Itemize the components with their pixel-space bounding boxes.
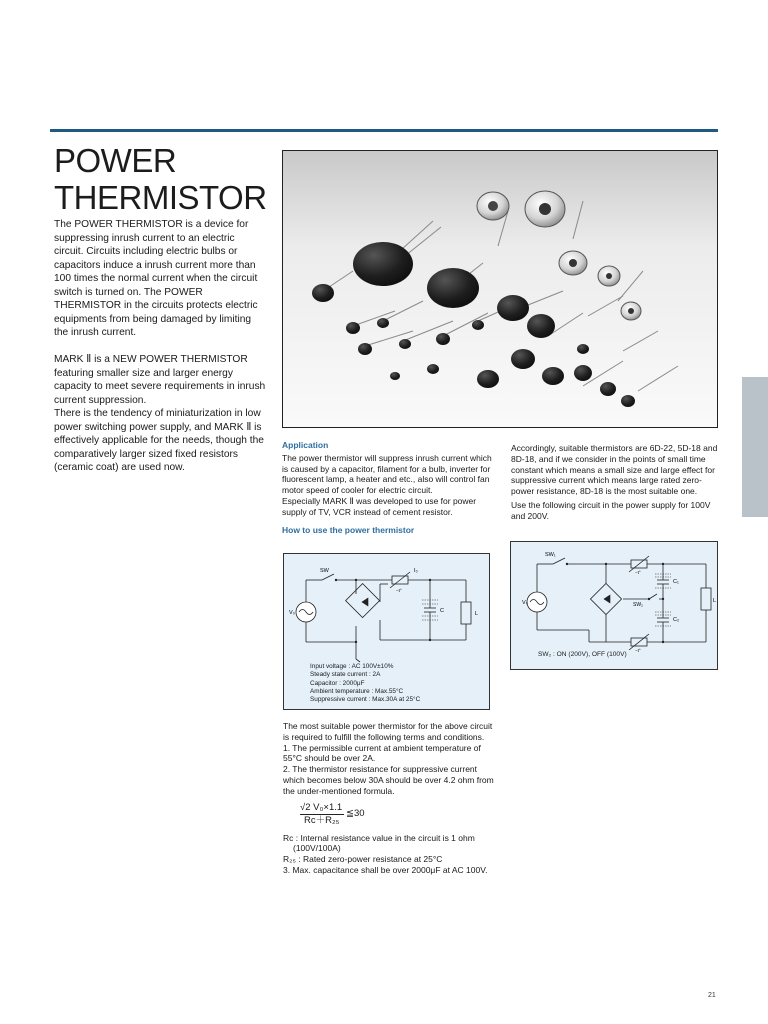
product-photo: [282, 150, 718, 428]
section-tab: [742, 377, 768, 517]
title-line-1: POWER: [54, 142, 177, 179]
page-number: 21: [708, 992, 716, 999]
intro-paragraph-2: MARK Ⅱ is a NEW POWER THERMISTOR featuring smaller size and larger energy capacity to meet severe requirements in inrush current suppression.: [54, 354, 266, 406]
application-paragraph-1: The power thermistor will suppress inrush current which is caused by a capacitor, filament for a bulb, inverter for fluorescent lamp, a heater and etc., also will control fan motor speed of cooler for electric circuit.: [282, 452, 492, 496]
c1-label-sw: SW: [320, 568, 329, 574]
conditions-intro: The most suitable power thermistor for the above circuit is required to fulfill the following terms and conditions.: [283, 721, 493, 742]
howto-heading: How to use the power thermistor: [282, 524, 415, 535]
application-heading: Application: [282, 440, 329, 450]
c2-label-t-top: −t°: [635, 570, 641, 575]
formula-numerator: √2 V₀×1.1: [300, 801, 343, 813]
thermistor-photo-illustration: [283, 151, 717, 427]
condition-item-2: 2. The thermistor resistance for suppressive current which becomes below 30A should be over 4.2 ohm from the under-mentioned formula.: [283, 764, 494, 796]
conditions-section: [283, 721, 495, 876]
page-title: [54, 142, 267, 216]
c2-label-t-bottom: −t°: [635, 648, 641, 653]
column-3-paragraph-2: Use the following circuit in the power supply for 100V and 200V.: [511, 499, 711, 521]
title-line-2: THERMISTOR: [54, 179, 267, 216]
c2-label-l: L: [713, 598, 717, 604]
rc-definition: Rᴄ : Internal resistance value in the circuit is 1 ohm: [283, 832, 475, 843]
intro-paragraph-1: The POWER THERMISTOR is a device for suppressing inrush current to an electric circuit. Circuits including electric bulbs or capacitors induce a inrush current more than 100 times the normal current when the circuit switch is turned on. The POWER THERMISTOR in the circuits protects electric equipments from being damaged by limiting the inrush current.: [54, 219, 258, 338]
rc-definition-2: (100V/100A): [293, 843, 341, 854]
c1-label-io: I₀: [414, 568, 418, 574]
c1-label-l: L: [475, 611, 479, 617]
r25-definition: R₂₅ : Rated zero-power resistance at 25°C: [283, 854, 443, 865]
c2-label-c2: C₂: [673, 617, 680, 623]
condition-item-1: 1. The permissible current at ambient temperature of 55°C should be over 2A.: [283, 742, 481, 764]
column-3-text: [511, 443, 723, 522]
formula-denominator: Rᴄ＋R₂₅: [304, 814, 340, 826]
formula-rhs: ≦30: [346, 807, 365, 819]
circuit-diagram-2: [510, 541, 718, 670]
application-section: [282, 440, 494, 537]
c2-label-sw2: SW₂: [633, 602, 643, 608]
c2-label-c1: C₁: [673, 579, 679, 585]
spec-line: Capacitor : 2000μF: [310, 679, 365, 687]
spec-line: Steady state current : 2A: [310, 671, 381, 679]
spec-line: Suppressive current : Max.30A at 25°C: [310, 696, 421, 704]
c1-label-vo: V₀: [289, 610, 295, 616]
formula: [300, 803, 495, 829]
condition-item-3: 3. Max. capacitance shall be over 2000μF at AC 100V.: [283, 864, 488, 875]
c1-label-c: C: [440, 608, 444, 614]
intro-text: [54, 218, 266, 488]
column-3-paragraph-1: Accordingly, suitable thermistors are 6D-22, 5D-18 and 8D-18, and if we consider in the points of small time constant which means a small size and large effect for suppressive current which means large rated zero-power resistance, 8D-18 is the most suitable one.: [511, 443, 718, 497]
spec-line: Ambient temperature : Max.55°C: [310, 687, 404, 695]
header-rule: [50, 129, 718, 132]
c1-label-t: −t°: [396, 588, 402, 593]
circuit-1-specs: [310, 663, 420, 704]
circuit-diagram-1: [283, 553, 490, 710]
intro-paragraph-3: There is the tendency of miniaturization in low power switching power supply, and MARK Ⅱ is effectively applicable for the needs, though the comparatively larger sized fixed resistors (ceramic coat) are used now.: [54, 408, 264, 473]
spec-line: Input voltage : AC 100V±10%: [310, 663, 394, 670]
sw2-note: SW₂ : ON (200V), OFF (100V): [538, 651, 627, 658]
c2-label-vo: V₀: [522, 600, 528, 606]
application-paragraph-2: Especially MARK Ⅱ was developed to use for power supply of TV, VCR instead of cement resistor.: [282, 495, 477, 517]
circuit-2-schematic: [511, 542, 717, 669]
c2-label-sw1: SW₁: [545, 552, 556, 558]
